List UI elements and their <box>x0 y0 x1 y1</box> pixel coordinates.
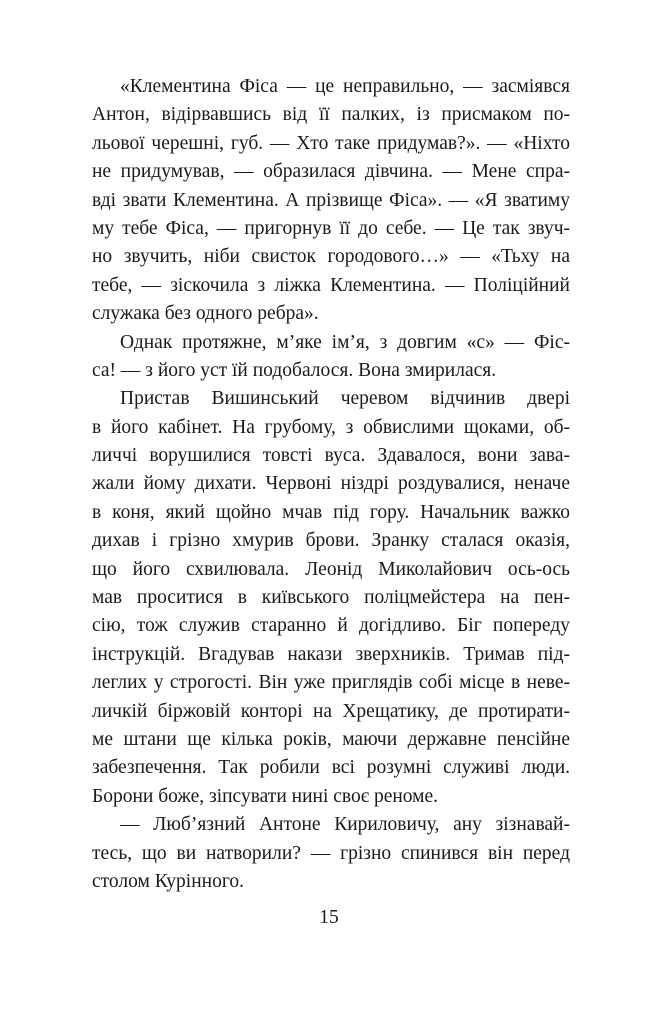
text-line: леглих у строгості. Він уже приглядів собі місце в неве- <box>92 672 570 694</box>
text-line: но звучить, ніби свисток городового…» — «Тьху на <box>92 246 570 268</box>
text-line: в коня, який щойно мчав під гору. Начальник важко <box>92 501 570 523</box>
text-line: Пристав Вишинський черевом відчинив двері <box>120 388 570 410</box>
text-line: забезпечення. Так робили всі розумні служиві люди. <box>92 757 570 779</box>
text-line: мав проситися в київського поліцмейстера на пен- <box>92 587 570 609</box>
text-line: що його схвилювала. Леонід Миколайович ось-ось <box>92 558 570 580</box>
text-line: в його кабінет. На грубому, з обвислими щоками, об- <box>92 416 570 438</box>
page-number: 15 <box>319 907 339 928</box>
text-line: му тебе Фіса, — пригорнув її до себе. — Це так звуч- <box>92 217 570 239</box>
text-line: «Клементина Фіса — це неправильно, — засміявся <box>120 76 570 97</box>
text-line: личкій біржовій конторі на Хрещатику, де протирати- <box>92 700 570 722</box>
text-line: сію, тож служив старанно й догідливо. Біг попереду <box>92 615 570 637</box>
text-line: не придумував, — образилася дівчина. — Мене спра- <box>92 161 570 183</box>
text-line: Борони боже, зіпсувати нині своє реноме. <box>92 785 439 807</box>
text-line: вді звати Клементина. А прізвище Фіса». — «Я зватиму <box>92 189 570 211</box>
text-line: льової черешні, губ. — Хто таке придумав?». — «Ніхто <box>92 132 570 154</box>
text-line: тесь, що ви натворили? — грізно спинився він перед <box>92 842 570 864</box>
text-line: ме штани ще кілька років, маючи державне пенсійне <box>92 728 570 750</box>
text-line: служака без одного ребра». <box>92 303 319 325</box>
text-line: інструкцій. Вгадував накази зверхників. Тримав під- <box>92 643 570 665</box>
text-line: жали йому дихати. Червоні ніздрі роздувалися, неначе <box>92 473 570 495</box>
text-line: са! — з його уст їй подобалося. Вона змирилася. <box>92 359 497 381</box>
text-line: Однак протяжне, м’яке ім’я, з довгим «с» — Фіс- <box>120 331 570 353</box>
text-line: — Люб’язний Антоне Кириловичу, ану зізнавай- <box>120 814 570 836</box>
text-line: личчі ворушилися товсті вуса. Здавалося, вони зава- <box>92 445 570 467</box>
text-line: тебе, — зіскочила з ліжка Клементина. — Поліційний <box>92 274 570 296</box>
text-line: столом Курінного. <box>92 870 244 892</box>
text-line: Антон, відірвавшись від її палких, із присмаком по- <box>92 104 570 126</box>
text-line: дихав і грізно хмурив брови. Зранку сталася оказія, <box>92 530 570 552</box>
body-text <box>92 73 570 896</box>
